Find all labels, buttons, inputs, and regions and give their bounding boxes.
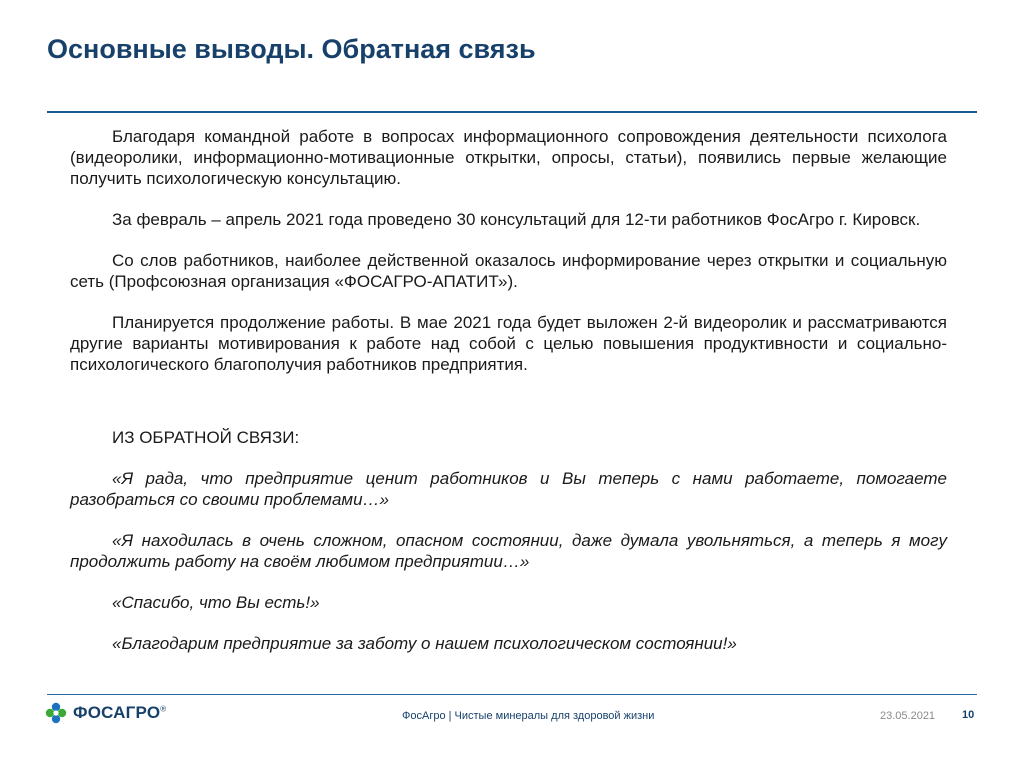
slide-content: [70, 126, 947, 654]
flower-logo-icon: [45, 702, 67, 724]
feedback-quote: «Благодарим предприятие за заботу о нашем психологическом состоянии!»: [112, 634, 737, 653]
title-divider: [47, 111, 977, 113]
footer-slogan: ФосАгро | Чистые минералы для здоровой жизни: [402, 710, 655, 722]
feedback-quote: «Я рада, что предприятие ценит работников и Вы теперь с нами работаете, помогаете разобраться со своими проблемами…»: [70, 469, 947, 509]
paragraph-consultations: За февраль – апрель 2021 года проведено 30 консультаций для 12-ти работников ФосАгро г. Кировск.: [112, 210, 921, 229]
paragraph-teamwork: Благодаря командной работе в вопросах информационного сопровождения деятельности психолога (видеоролики, информационно-мотивационные открытки, опросы, статьи), появились первые желающие получить психологическую консультацию.: [70, 127, 947, 188]
slide-title: Основные выводы. Обратная связь: [47, 34, 536, 64]
paragraph-informing: Со слов работников, наиболее действенной оказалось информирование через открытки и социальную сеть (Профсоюзная организация «ФОСАГРО-АПАТИТ»).: [70, 251, 947, 291]
feedback-quote: «Спасибо, что Вы есть!»: [112, 593, 320, 612]
page-number: 10: [962, 709, 975, 721]
logo-wordmark: ФОСАГРО®: [73, 703, 167, 722]
feedback-heading: ИЗ ОБРАТНОЙ СВЯЗИ:: [112, 428, 300, 447]
paragraph-plans: Планируется продолжение работы. В мае 2021 года будет выложен 2-й видеоролик и рассматриваются другие варианты мотивирования к работе над собой с целью повышения продуктивности и социально-психологического благополучия работников предприятия.: [70, 313, 947, 374]
footer-date: 23.05.2021: [880, 710, 936, 722]
footer-divider: [47, 694, 977, 695]
phosagro-logo: [45, 702, 166, 724]
feedback-quote: «Я находилась в очень сложном, опасном состоянии, даже думала увольняться, а теперь я могу продолжить работу на своём любимом предприятии…»: [70, 531, 947, 571]
